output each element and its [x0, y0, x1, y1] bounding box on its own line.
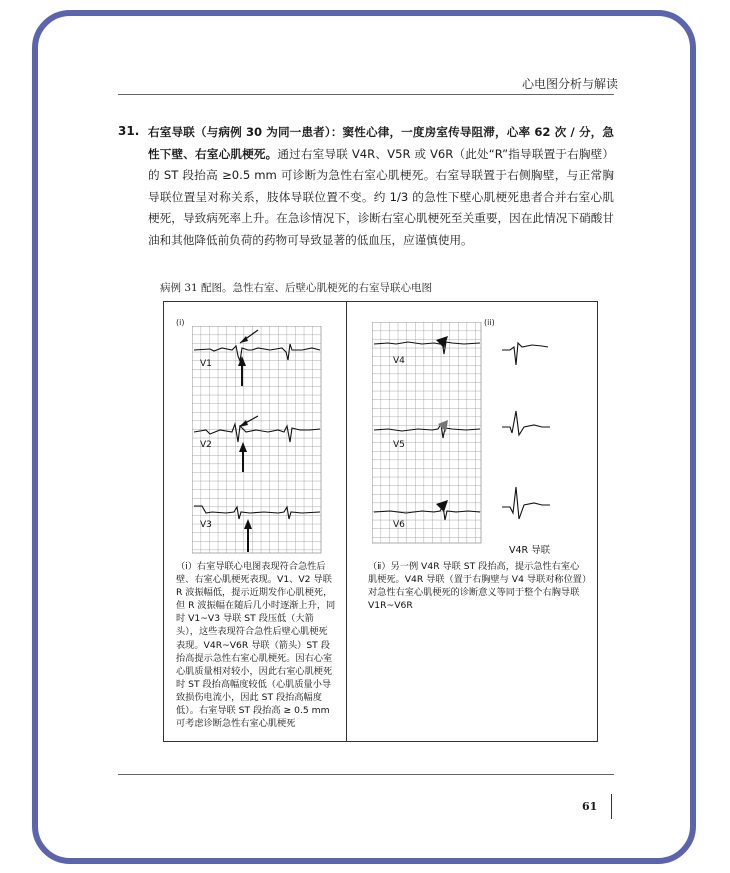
- panel-i-description: （ⅰ）右室导联心电图表现符合急性后壁、右室心肌梗死表现。V1、V2 导联 R 波振幅低，提示近期发作心肌梗死，但 R 波振幅在随后几小时逐渐上升，同时 V1~V3 导联 ST 段压低（大箭头），这些表现符合急性后壁心肌梗死表现。V4R~V6R 导联（箭头）ST 段抬高提示急性右室心肌梗死。因右心室心肌质量相对较小，因此右室心肌梗死时 ST 段抬高幅度较低（心肌质量小导致损伤电流小，因此 ST 段抬高幅度低）。右室导联 ST 段抬高 ≥ 0.5 mm 可考虑诊断急性右室心肌梗死: [176, 561, 336, 730]
- lead-label-v1: V1: [200, 359, 212, 369]
- case-lead-bold: 右室导联（与病例 30 为同一患者）：窦性心律，一度房室传导阻滞，心率 62 次 / 分，急性下壁、右室心肌梗死。: [148, 125, 614, 161]
- lead-label-v6: V6: [393, 520, 405, 530]
- case-paragraph: [148, 122, 614, 252]
- panel-ii-label: (ii): [484, 318, 495, 327]
- case-number: 31.: [118, 124, 140, 138]
- v4r-complexes: [500, 335, 570, 545]
- page-number-bar: [611, 794, 612, 819]
- footer-rule: [118, 774, 614, 775]
- header-rule: [118, 94, 614, 95]
- lead-label-v5: V5: [393, 440, 405, 450]
- lead-label-v2: V2: [200, 440, 212, 450]
- v4r-complex-2: [502, 411, 550, 435]
- panel-i-label: (i): [176, 318, 185, 327]
- figure-divider: [346, 301, 347, 742]
- v4r-complex-1: [502, 343, 548, 365]
- v4r-label: V4R 导联: [509, 545, 551, 556]
- figure-caption: 病例 31 配图。急性右室、后壁心肌梗死的右室导联心电图: [160, 282, 433, 294]
- case-body: 通过右室导联 V4R、V5R 或 V6R（此处“R”指导联置于右胸壁）的 ST 段抬高 ≥0.5 mm 可诊断为急性右室心肌梗死。右室导联置于右侧胸壁，与正常胸导联位置呈对称关系，肢体导联位置不变。约 1/3 的急性下壁心肌梗死患者合并右室心肌梗死，导致病死率上升。在急诊情况下，诊断右室心肌梗死至关重要，因在此情况下硝酸甘油和其他降低前负荷的药物可导致显著的低血压，应谨慎使用。: [148, 146, 614, 247]
- lead-label-v3: V3: [200, 520, 212, 530]
- running-header: 心电图分析与解读: [521, 77, 618, 91]
- page-number: 61: [582, 800, 598, 813]
- v4r-complex-3: [502, 487, 550, 519]
- panel-ii-description: （ⅱ）另一例 V4R 导联 ST 段抬高，提示急性右室心肌梗死。V4R 导联（置于右胸壁与 V4 导联对称位置）对急性右室心肌梗死的诊断意义等同于整个右胸导联 V1R~V6R: [368, 561, 587, 612]
- lead-label-v4: V4: [393, 356, 405, 366]
- ecg-strip-panel-ii: [372, 322, 482, 544]
